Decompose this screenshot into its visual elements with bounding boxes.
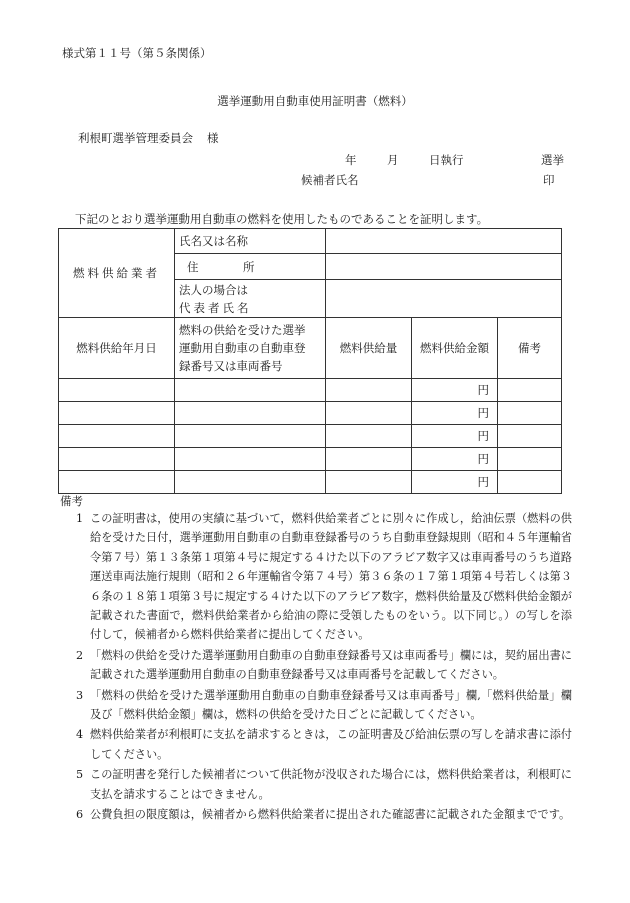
column-header-remarks: 備考 (498, 318, 562, 379)
note-text: 「燃料の供給を受けた選挙運動用自動車の自動車登録番号又は車両番号」欄には，契約届出書に記載された選挙運動用自動車の自動車登録番号又は車両番号を記載してください。 (90, 648, 572, 682)
row-amount-cell[interactable]: 円 (412, 448, 498, 471)
row-vehicle-cell[interactable] (175, 402, 326, 425)
row-amount-cell[interactable]: 円 (412, 425, 498, 448)
supplier-name-label: 氏名又は名称 (175, 229, 326, 254)
date-day-exec-label: 日執行 (429, 153, 464, 167)
note-text: 「燃料の供給を受けた選挙運動用自動車の自動車登録番号又は車両番号」欄,「燃料供給量」欄及び「燃料供給金額」欄は，燃料の供給を受けた日ごとに記載してください。 (90, 688, 572, 722)
recipient-honorific: 様 (207, 131, 219, 145)
election-label: 選挙 (541, 153, 564, 167)
column-header-row (59, 318, 562, 379)
column-header-amount: 燃料供給金額 (412, 318, 498, 379)
notes-heading: 備考 (60, 494, 83, 508)
certification-statement: 下記のとおり選挙運動用自動車の燃料を使用したものであることを証明します。 (75, 212, 489, 226)
date-month-label: 月 (387, 153, 399, 167)
form-number: 様式第１１号（第５条関係） (62, 46, 212, 60)
table-row (59, 448, 562, 471)
row-date-cell[interactable] (59, 425, 175, 448)
row-date-cell[interactable] (59, 448, 175, 471)
note-number: 1 (76, 512, 84, 525)
row-date-cell[interactable] (59, 379, 175, 402)
row-remarks-cell[interactable] (498, 425, 562, 448)
candidate-name-label: 候補者氏名 (301, 173, 359, 187)
row-vehicle-cell[interactable] (175, 448, 326, 471)
row-amount-cell[interactable]: 円 (412, 379, 498, 402)
row-date-cell[interactable] (59, 402, 175, 425)
row-remarks-cell[interactable] (498, 402, 562, 425)
supplier-section-label: 燃料供給業者 (59, 229, 175, 318)
row-quantity-cell[interactable] (326, 379, 412, 402)
column-header-vehicle: 燃料の供給を受けた選挙 運動用自動車の自動車登 録番号又は車両番号 (175, 318, 326, 379)
supplier-name-row (59, 229, 562, 254)
note-text: 燃料供給業者が利根町に支払を請求するときは，この証明書及び給油伝票の写しを請求書に添付してください。 (90, 728, 572, 761)
row-amount-cell[interactable]: 円 (412, 402, 498, 425)
note-item (60, 765, 572, 804)
note-number: 4 (76, 728, 84, 742)
row-quantity-cell[interactable] (326, 448, 412, 471)
notes-list (60, 509, 572, 826)
row-vehicle-cell[interactable] (175, 425, 326, 448)
row-remarks-cell[interactable] (498, 448, 562, 471)
row-amount-cell[interactable]: 円 (412, 471, 498, 494)
row-vehicle-cell[interactable] (175, 471, 326, 494)
row-quantity-cell[interactable] (326, 425, 412, 448)
supplier-name-field[interactable] (326, 229, 562, 254)
date-year-label: 年 (345, 153, 357, 167)
note-number: 5 (76, 768, 84, 782)
supplier-address-field[interactable] (326, 254, 562, 280)
note-number: 3 (76, 688, 84, 702)
election-date-line (345, 152, 464, 168)
supplier-representative-label: 法人の場合は 代表者氏名 (175, 280, 326, 318)
note-item (60, 509, 572, 645)
note-number: 6 (76, 808, 84, 822)
row-remarks-cell[interactable] (498, 471, 562, 494)
note-number: 2 (76, 648, 84, 662)
row-vehicle-cell[interactable] (175, 379, 326, 402)
note-text: 公費負担の限度額は，候補者から燃料供給業者に提出された確認書に記載された金額までです。 (90, 808, 571, 822)
recipient-line (78, 130, 219, 146)
document-title: 選挙運動用自動車使用証明書（燃料） (217, 94, 413, 108)
row-quantity-cell[interactable] (326, 471, 412, 494)
table-row (59, 402, 562, 425)
note-item (60, 725, 572, 764)
note-text: この証明書を発行した候補者について供託物が没収された場合には，燃料供給業者は，利根町に支払を請求することはできません。 (90, 768, 572, 801)
note-text: この証明書は，使用の実績に基づいて，燃料供給業者ごとに別々に作成し，給油伝票（燃料の供給を受けた日付，選挙運動用自動車の自動車登録番号のうち自動車登録規則（昭和４５年運輸省令第７号）第１３条第１項第４号に規定する４けた以下のアラビア数字又は車両番号のうち道路運送車両法施行規則（昭和２６年運輸省令第７４号）第３６条の１７第１項第４号若しくは第３６条の１８第１項第３号に規定する４けた以下のアラビア数字，燃料供給量及び燃料供給金額が記載された書面で，燃料供給業者から給油の際に受領したものをいう。以下同じ。）の写しを添付して，候補者から燃料供給業者に提出してください。 (90, 512, 572, 642)
row-remarks-cell[interactable] (498, 379, 562, 402)
note-item (60, 686, 572, 725)
fuel-usage-table (58, 228, 562, 494)
row-date-cell[interactable] (59, 471, 175, 494)
table-row (59, 471, 562, 494)
note-item (60, 646, 572, 685)
column-header-quantity: 燃料供給量 (326, 318, 412, 379)
row-quantity-cell[interactable] (326, 402, 412, 425)
seal-mark: 印 (543, 173, 555, 187)
note-item (60, 805, 572, 824)
table-row (59, 425, 562, 448)
supplier-address-label: 住 所 (175, 254, 326, 280)
table-row (59, 379, 562, 402)
column-header-date: 燃料供給年月日 (59, 318, 175, 379)
supplier-representative-field[interactable] (326, 280, 562, 318)
recipient-name: 利根町選挙管理委員会 (78, 131, 193, 145)
